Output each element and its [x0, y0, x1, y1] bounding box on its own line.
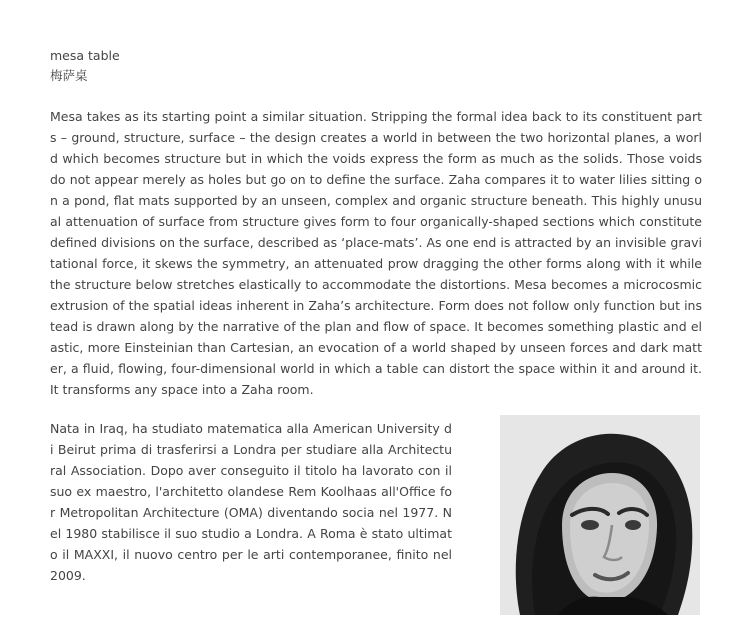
portrait-illustration [500, 415, 700, 615]
product-description: Mesa takes as its starting point a similar situation. Stripping the formal idea back to its constituent parts – ground, structure, surface – the design creates a world in between the two horizontal planes, a world which becomes structure but in which the voids express the form as much as the solids. Those voids do not appear merely as holes but go on to define the surface. Zaha compares it to water lilies sitting on a pond, flat mats supported by an unseen, complex and organic structure beneath. This highly unusual attenuation of surface from structure gives form to four organically-shaped sections which constitute defined divisions on the surface, described as ‘place-mats’. As one end is attracted by an invisible gravitational force, it skews the symmetry, an attenuated prow dragging the other forms along with it while the structure below stretches elastically to accommodate the distortions. Mesa becomes a microcosmic extrusion of the spatial ideas inherent in Zaha’s architecture. Form does not follow only function but instead is drawn along by the narrative of the plan and flow of space. It becomes something plastic and elastic, more Einsteinian than Cartesian, an evocation of a world shaped by unseen forces and dark matter, a fluid, flowing, four-dimensional world in which a table can distort the space within it and around it. It transforms any space into a Zaha room. [50, 109, 702, 397]
designer-portrait-photo [500, 415, 700, 615]
designer-section [50, 418, 702, 628]
product-title-chinese: 梅萨桌 [50, 68, 88, 83]
product-title-english: mesa table [50, 48, 120, 63]
page-content [50, 46, 702, 628]
designer-biography: Nata in Iraq, ha studiato matematica alla American University di Beirut prima di trasferirsi a Londra per studiare alla Architectural Association. Dopo aver conseguito il titolo ha lavorato con il suo ex maestro, l'architetto olandese Rem Koolhaas all'Office for Metropolitan Architecture (OMA) diventando socia nel 1977. Nel 1980 stabilisce il suo studio a Londra. A Roma è stato ultimato il MAXXI, il nuovo centro per le arti contemporanee, finito nel 2009. [50, 421, 452, 583]
